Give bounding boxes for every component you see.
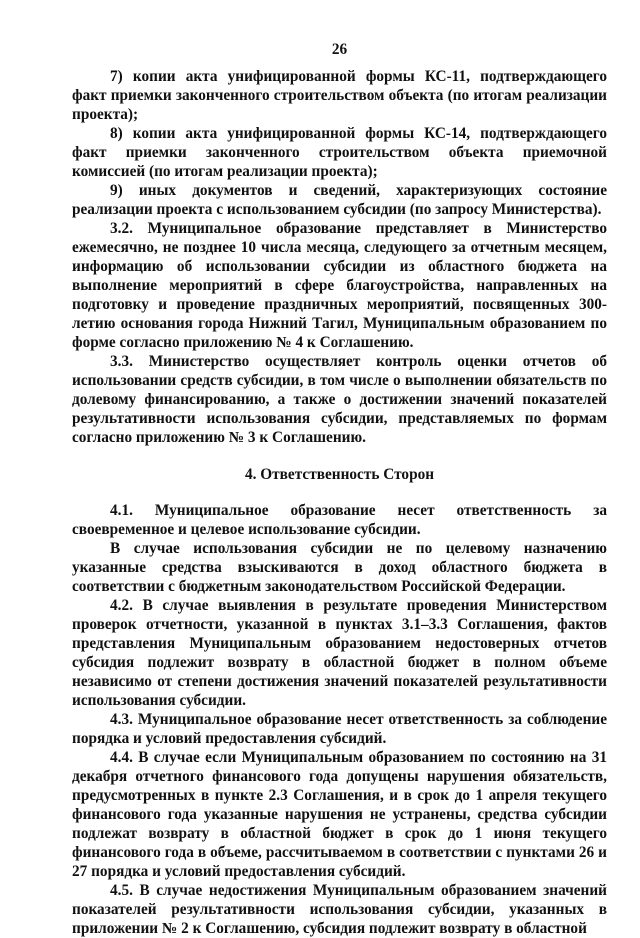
paragraph-3-3: 3.3. Министерство осуществляет контроль оценки отчетов об использовании средств субсидии, в том числе о выполнении обязательств по долевому финансированию, а также о достижении значений показателей результативности использования субсидии, представляемых по формам согласно приложению № 3 к Соглашению. <box>72 353 607 446</box>
paragraph-item-8: 8) копии акта унифицированной формы КС-14, подтверждающего факт приемки законченного строительством объекта приемочной комиссией (по итогам реализации проекта); <box>72 125 607 180</box>
paragraph-4-5: 4.5. В случае недостижения Муниципальным образованием значений показателей результативности использования субсидии, указанных в приложении № 2 к Соглашению, субсидия подлежит возврату в областной <box>72 882 607 937</box>
paragraph-3-2: 3.2. Муниципальное образование представляет в Министерство ежемесячно, не позднее 10 числа месяца, следующего за отчетным месяцем, информацию об использовании субсидии из областного бюджета на выполнение мероприятий в сфере благоустройства, направленных на подготовку и проведение праздничных мероприятий, посвященных 300-летию основания города Нижний Тагил, Муниципальным образованием по форме согласно приложению № 4 к Соглашению. <box>72 220 607 351</box>
paragraph-4-1: 4.1. Муниципальное образование несет ответственность за своевременное и целевое использование субсидии. <box>72 502 607 538</box>
section-title: 4. Ответственность Сторон <box>244 466 435 483</box>
paragraph-4-3: 4.3. Муниципальное образование несет ответственность за соблюдение порядка и условий предоставления субсидий. <box>72 711 607 747</box>
paragraph-4-1-misuse: В случае использования субсидии не по целевому назначению указанные средства взыскиваются в доход областного бюджета в соответствии с бюджетным законодательством Российской Федерации. <box>72 540 607 595</box>
paragraph-4-4: 4.4. В случае если Муниципальным образованием по состоянию на 31 декабря отчетного финансового года допущены нарушения обязательств, предусмотренных в пункте 2.3 Соглашения, и в срок до 1 апреля текущего финансового года указанные нарушения не устранены, средства субсидии подлежат возврату в областной бюджет в срок до 1 июня текущего финансового года в объеме, рассчитываемом в соответствии с пунктами 26 и 27 порядка и условий предоставления субсидий. <box>72 749 607 880</box>
paragraph-4-2: 4.2. В случае выявления в результате проведения Министерством проверок отчетности, указанной в пунктах 3.1–3.3 Соглашения, фактов представления Муниципальным образованием недостоверных отчетов субсидия подлежит возврату в областной бюджет в полном объеме независимо от степени достижения значений показателей результативности использования субсидии. <box>72 597 607 709</box>
document-page <box>72 0 607 938</box>
page-number: 26 <box>331 41 348 58</box>
paragraph-item-9: 9) иных документов и сведений, характеризующих состояние реализации проекта с использованием субсидии (по запросу Министерства). <box>72 182 607 218</box>
paragraph-item-7: 7) копии акта унифицированной формы КС-11, подтверждающего факт приемки законченного строительством объекта (по итогам реализации проекта); <box>72 68 607 123</box>
